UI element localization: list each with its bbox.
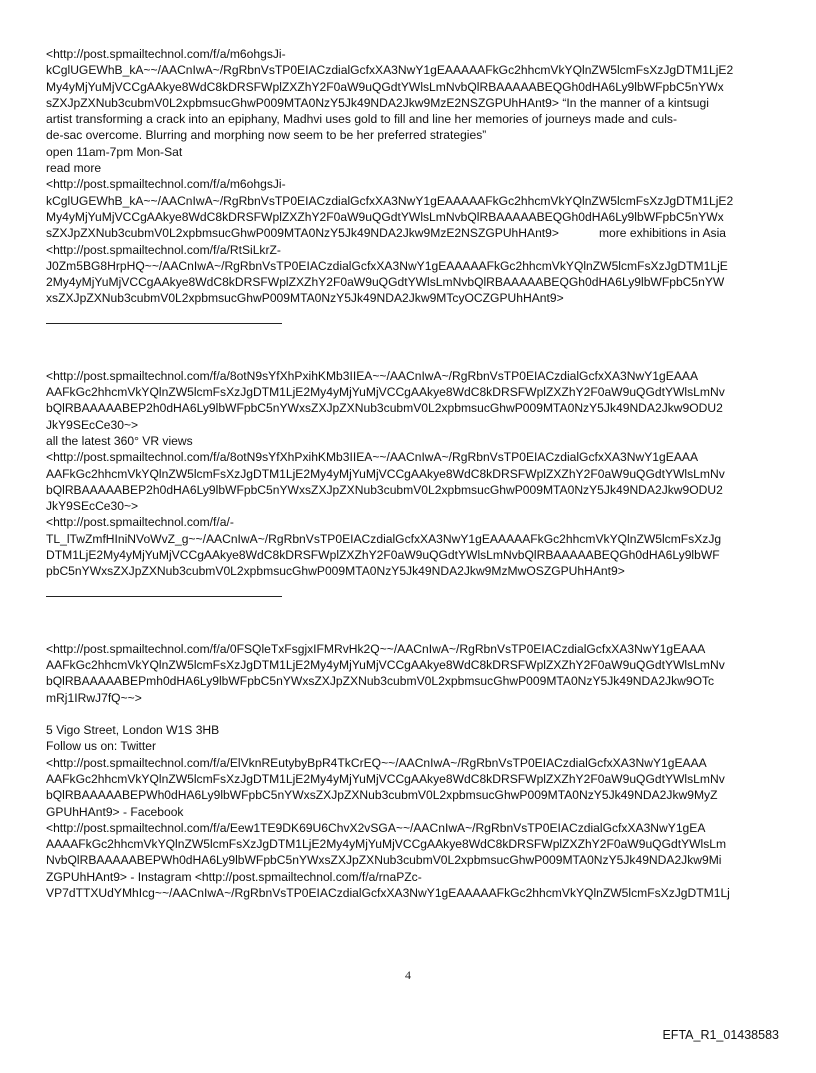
link-text[interactable]: <http://post.spmailtechnol.com/f/a/RtSiLkrZ- — [46, 242, 281, 257]
email-body — [46, 46, 780, 901]
link-text[interactable]: JkY9SEcCe30~> — [46, 499, 139, 514]
link-text[interactable]: bQlRBAAAAABEP2h0dHA6Ly9lbWFpbC5nYWxsZXJpZXNub3cubmV0L2xpbmsucGhwP009MTA0NzY5Jk49NDA2Jkw9ODU2 — [46, 482, 723, 497]
social-instagram-link[interactable]: ZGPUhHAnt9> - Instagram <http://post.spmailtechnol.com/f/a/rnaPZc- — [46, 869, 422, 884]
link-text[interactable]: kCglUGEWhB_kA~~/AACnIwA~/RgRbnVsTP0EIACzdialGcfxXA3NwY1gEAAAAAFkGc2hhcmVkYQlnZW5lcmFsXzJgDTM1LjE2 — [46, 63, 734, 78]
link-text[interactable]: kCglUGEWhB_kA~~/AACnIwA~/RgRbnVsTP0EIACzdialGcfxXA3NwY1gEAAAAAFkGc2hhcmVkYQlnZW5lcmFsXzJgDTM1LjE2 — [46, 193, 734, 208]
text-line — [46, 225, 780, 241]
link-text[interactable]: AAFkGc2hhcmVkYQlnZW5lcmFsXzJgDTM1LjE2My4yMjYuMjVCCgAAkye8WdC8kDRSFWplZXZhY2F0aW9uQGdtYWlsLmNv — [46, 657, 725, 672]
link-text[interactable]: <http://post.spmailtechnol.com/f/a/m6ohgsJi- — [46, 177, 286, 192]
link-text[interactable]: DTM1LjE2My4yMjYuMjVCCgAAkye8WdC8kDRSFWplZXZhY2F0aW9uQGdtYWlsLmNvbQlRBAAAAABEQGh0dHA6Ly9lbWF — [46, 548, 720, 563]
link-text[interactable]: AAAAFkGc2hhcmVkYQlnZW5lcmFsXzJgDTM1LjE2My4yMjYuMjVCCgAAkye8WdC8kDRSFWplZXZhY2F0aW9uQGdtYWlsLm — [46, 837, 727, 852]
link-text[interactable]: AAFkGc2hhcmVkYQlnZW5lcmFsXzJgDTM1LjE2My4yMjYuMjVCCgAAkye8WdC8kDRSFWplZXZhY2F0aW9uQGdtYWlsLmNv — [46, 466, 725, 481]
link-text[interactable]: NvbQlRBAAAAABEPWh0dHA6Ly9lbWFpbC5nYWxsZXJpZXNub3cubmV0L2xpbmsucGhwP009MTA0NzY5Jk49NDA2Jkw9Mi — [46, 853, 722, 868]
link-text[interactable]: <http://post.spmailtechnol.com/f/a/8otN9sYfXhPxihKMb3IIEA~~/AACnIwA~/RgRbnVsTP0EIACzdialGcfxXA3NwY1gEAAA — [46, 368, 699, 383]
link-text[interactable]: J0Zm5BG8HrpHQ~~/AACnIwA~/RgRbnVsTP0EIACzdialGcfxXA3NwY1gEAAAAAFkGc2hhcmVkYQlnZW5lcmFsXzJgDTM1LjE — [46, 258, 728, 273]
link-text[interactable]: <http://post.spmailtechnol.com/f/a/m6ohgsJi- — [46, 47, 286, 61]
link-text[interactable]: sZXJpZXNub3cubmV0L2xpbmsucGhwP009MTA0NzY5Jk49NDA2Jkw9MzE2NSZGPUhHAnt9> — [46, 226, 559, 241]
more-exhibitions-link[interactable]: more exhibitions in Asia — [598, 226, 727, 241]
gallery-address: 5 Vigo Street, London W1S 3HB — [46, 723, 220, 738]
link-text[interactable]: <http://post.spmailtechnol.com/f/a/0FSQleTxFsgjxIFMRvHk2Q~~/AACnIwA~/RgRbnVsTP0EIACzdialGcfxXA3NwY1gEAAA — [46, 641, 706, 656]
quote-text: “In the manner of a kintsugi — [562, 95, 709, 110]
text-line — [46, 95, 780, 111]
link-text[interactable]: <http://post.spmailtechnol.com/f/a/Eew1TE9DK69U6ChvX2vSGA~~/AACnIwA~/RgRbnVsTP0EIACzdialGcfxXA3NwY1gEA — [46, 820, 706, 835]
vr-views-link[interactable]: all the latest 360° VR views — [46, 433, 193, 448]
link-text[interactable]: sZXJpZXNub3cubmV0L2xpbmsucGhwP009MTA0NzY5Jk49NDA2Jkw9MzE2NSZGPUhHAnt9> — [46, 95, 559, 110]
vr-views-block — [46, 368, 780, 580]
link-text[interactable]: bQlRBAAAAABEPmh0dHA6Ly9lbWFpbC5nYWxsZXJpZXNub3cubmV0L2xpbmsucGhwP009MTA0NzY5Jk49NDA2Jkw9OTc — [46, 674, 715, 689]
link-text[interactable]: <http://post.spmailtechnol.com/f/a/ElVknREutybyBpR4TkCrEQ~~/AACnIwA~/RgRbnVsTP0EIACzdialGcfxXA3NwY1gEAAA — [46, 755, 707, 770]
link-text[interactable]: My4yMjYuMjVCCgAAkye8WdC8kDRSFWplZXZhY2F0aW9uQGdtYWlsLmNvbQlRBAAAAABEQGh0dHA6Ly9lbWFpbC5nYWx — [46, 209, 724, 224]
link-text[interactable]: bQlRBAAAAABEPWh0dHA6Ly9lbWFpbC5nYWxsZXJpZXNub3cubmV0L2xpbmsucGhwP009MTA0NzY5Jk49NDA2Jkw9MyZ — [46, 788, 718, 803]
link-text[interactable]: pbC5nYWxsZXJpZXNub3cubmV0L2xpbmsucGhwP009MTA0NzY5Jk49NDA2Jkw9MzMwOSZGPUhHAnt9> — [46, 564, 625, 579]
link-text[interactable]: TL_lTwZmfHIniNVoWvZ_g~~/AACnIwA~/RgRbnVsTP0EIACzdialGcfxXA3NwY1gEAAAAAFkGc2hhcmVkYQlnZW5lcmFsXzJg — [46, 531, 722, 546]
quote-text: artist transforming a crack into an epiphany, Madhvi uses gold to fill and line her memories of journeys made and culs- — [46, 112, 677, 127]
link-text[interactable]: AAFkGc2hhcmVkYQlnZW5lcmFsXzJgDTM1LjE2My4yMjYuMjVCCgAAkye8WdC8kDRSFWplZXZhY2F0aW9uQGdtYWlsLmNv — [46, 385, 725, 400]
link-text[interactable]: mRj1IRwJ7fQ~~> — [46, 690, 142, 705]
link-text[interactable]: <http://post.spmailtechnol.com/f/a/8otN9sYfXhPxihKMb3IIEA~~/AACnIwA~/RgRbnVsTP0EIACzdialGcfxXA3NwY1gEAAA — [46, 450, 699, 465]
link-text[interactable]: xsZXJpZXNub3cubmV0L2xpbmsucGhwP009MTA0NzY5Jk49NDA2Jkw9MTcyOCZGPUhHAnt9> — [46, 291, 564, 306]
read-more-link[interactable]: read more — [46, 161, 102, 176]
link-text[interactable]: JkY9SEcCe30~> — [46, 417, 139, 432]
page-number: 4 — [405, 968, 411, 982]
link-text[interactable]: 2My4yMjYuMjVCCgAAkye8WdC8kDRSFWplZXZhY2F0aW9uQGdtYWlsLmNvbQlRBAAAAABEQGh0dHA6Ly9lbWFpbC5nYW — [46, 275, 725, 290]
contact-block — [46, 641, 780, 902]
link-text[interactable]: <http://post.spmailtechnol.com/f/a/- — [46, 515, 234, 530]
social-twitter-link[interactable]: Follow us on: Twitter — [46, 739, 157, 754]
quote-text: de-sac overcome. Blurring and morphing now seem to be her preferred strategies” — [46, 128, 487, 143]
social-facebook-link[interactable]: GPUhHAnt9> - Facebook — [46, 804, 184, 819]
link-text[interactable]: VP7dTTXUdYMhIcg~~/AACnIwA~/RgRbnVsTP0EIACzdialGcfxXA3NwY1gEAAAAAFkGc2hhcmVkYQlnZW5lcmFsXzJgDTM1Lj — [46, 886, 730, 901]
opening-hours: open 11am-7pm Mon-Sat — [46, 144, 183, 159]
section-divider — [46, 323, 282, 324]
link-text[interactable]: bQlRBAAAAABEP2h0dHA6Ly9lbWFpbC5nYWxsZXJpZXNub3cubmV0L2xpbmsucGhwP009MTA0NzY5Jk49NDA2Jkw9ODU2 — [46, 401, 723, 416]
link-text[interactable]: AAFkGc2hhcmVkYQlnZW5lcmFsXzJgDTM1LjE2My4yMjYuMjVCCgAAkye8WdC8kDRSFWplZXZhY2F0aW9uQGdtYWlsLmNv — [46, 771, 725, 786]
section-divider — [46, 596, 282, 597]
document-id: EFTA_R1_01438583 — [662, 1028, 779, 1042]
link-text[interactable]: My4yMjYuMjVCCgAAkye8WdC8kDRSFWplZXZhY2F0aW9uQGdtYWlsLmNvbQlRBAAAAABEQGh0dHA6Ly9lbWFpbC5nYWx — [46, 79, 724, 94]
exhibition-block — [46, 46, 780, 307]
